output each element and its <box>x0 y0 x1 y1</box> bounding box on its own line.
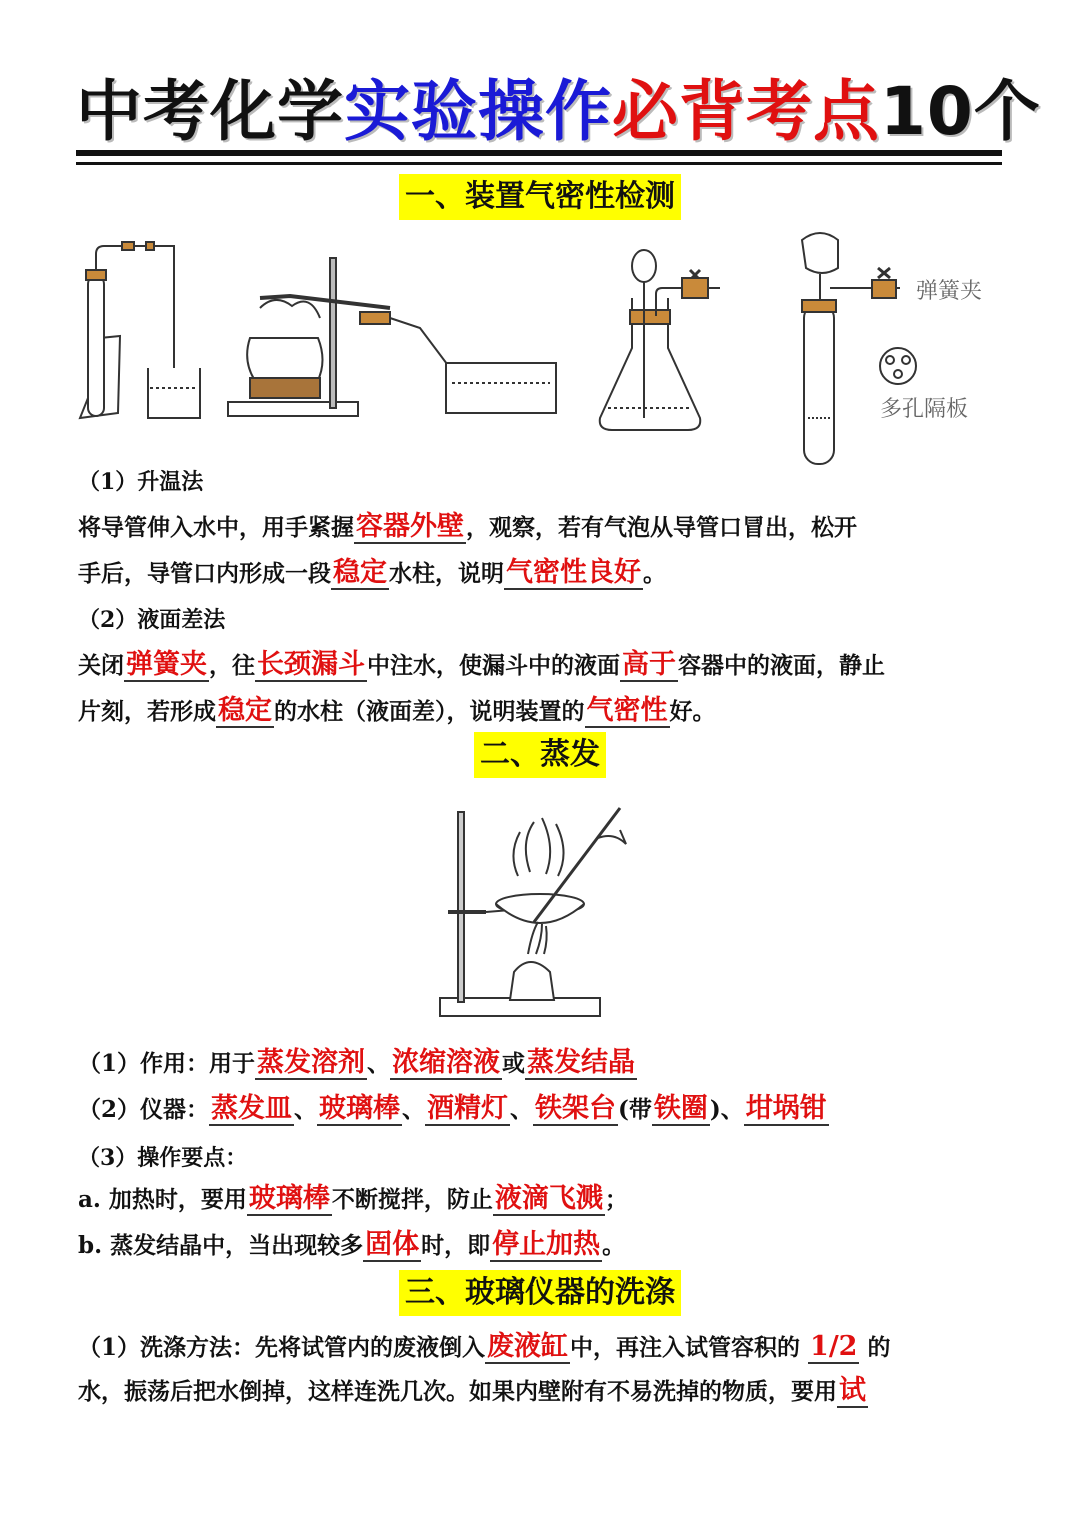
method1-title: （1）升温法 <box>78 469 204 495</box>
method2-title: （2）液面差法 <box>78 607 226 633</box>
evap-key-points-title: （3）操作要点： <box>78 1145 248 1171</box>
washing-line2: 水，振荡后把水倒掉，这样连洗几次。如果内壁附有不易洗掉的物质，要用试 <box>78 1375 866 1406</box>
title-rule-thin <box>76 162 1002 165</box>
evap-instruments: （2）仪器：蒸发皿、玻璃棒、酒精灯、铁架台(带铁圈)、坩埚钳 <box>78 1093 827 1124</box>
page-title: 中考化学实验操作必背考点10个 <box>76 73 1041 150</box>
method2-line2: 片刻，若形成稳定的水柱（液面差），说明装置的气密性好。 <box>78 695 716 726</box>
spring-clip-label: 弹簧夹 <box>916 279 983 304</box>
section-heading-evaporation: 二、蒸发 <box>474 732 606 778</box>
alcohol-lamp-2 <box>510 962 554 1000</box>
evaporation-apparatus-figure <box>430 792 650 1024</box>
section-heading-washing: 三、玻璃仪器的洗涤 <box>399 1270 681 1316</box>
water-trough <box>446 363 556 413</box>
porous-plate-label: 多孔隔板 <box>880 397 969 422</box>
funnel-4 <box>802 233 838 273</box>
method1-line1: 将导管伸入水中，用手紧握容器外壁，观察，若有气泡从导管口冒出，松开 <box>78 511 857 542</box>
stand-rod <box>458 812 464 1002</box>
method2-line1: 关闭弹簧夹，往长颈漏斗中注水，使漏斗中的液面高于容器中的液面，静止 <box>78 649 885 680</box>
beaker-1 <box>148 368 200 418</box>
washing-line1: （1）洗涤方法：先将试管内的废液倒入废液缸中，再注入试管容积的 1/2 的 <box>78 1331 891 1362</box>
test-tube-1 <box>88 276 104 416</box>
title-rule-thick <box>76 150 1002 156</box>
test-tube-4 <box>804 304 834 464</box>
section-heading-airtightness: 一、装置气密性检测 <box>399 174 681 220</box>
steam-lines <box>513 818 563 876</box>
airtightness-apparatus-figure <box>60 218 1020 468</box>
evap-point-b: b. 蒸发结晶中，当出现较多固体时，即停止加热。 <box>78 1229 626 1260</box>
evap-function: （1）作用：用于蒸发溶剂、浓缩溶液或蒸发结晶 <box>78 1047 636 1078</box>
thistle-funnel-bulb <box>632 250 656 282</box>
stand-rod-2 <box>330 258 336 408</box>
evap-point-a: a. 加热时，要用玻璃棒不断搅拌，防止液滴飞溅； <box>78 1183 628 1214</box>
method1-line2: 手后，导管口内形成一段稳定水柱，说明气密性良好。 <box>78 557 666 588</box>
